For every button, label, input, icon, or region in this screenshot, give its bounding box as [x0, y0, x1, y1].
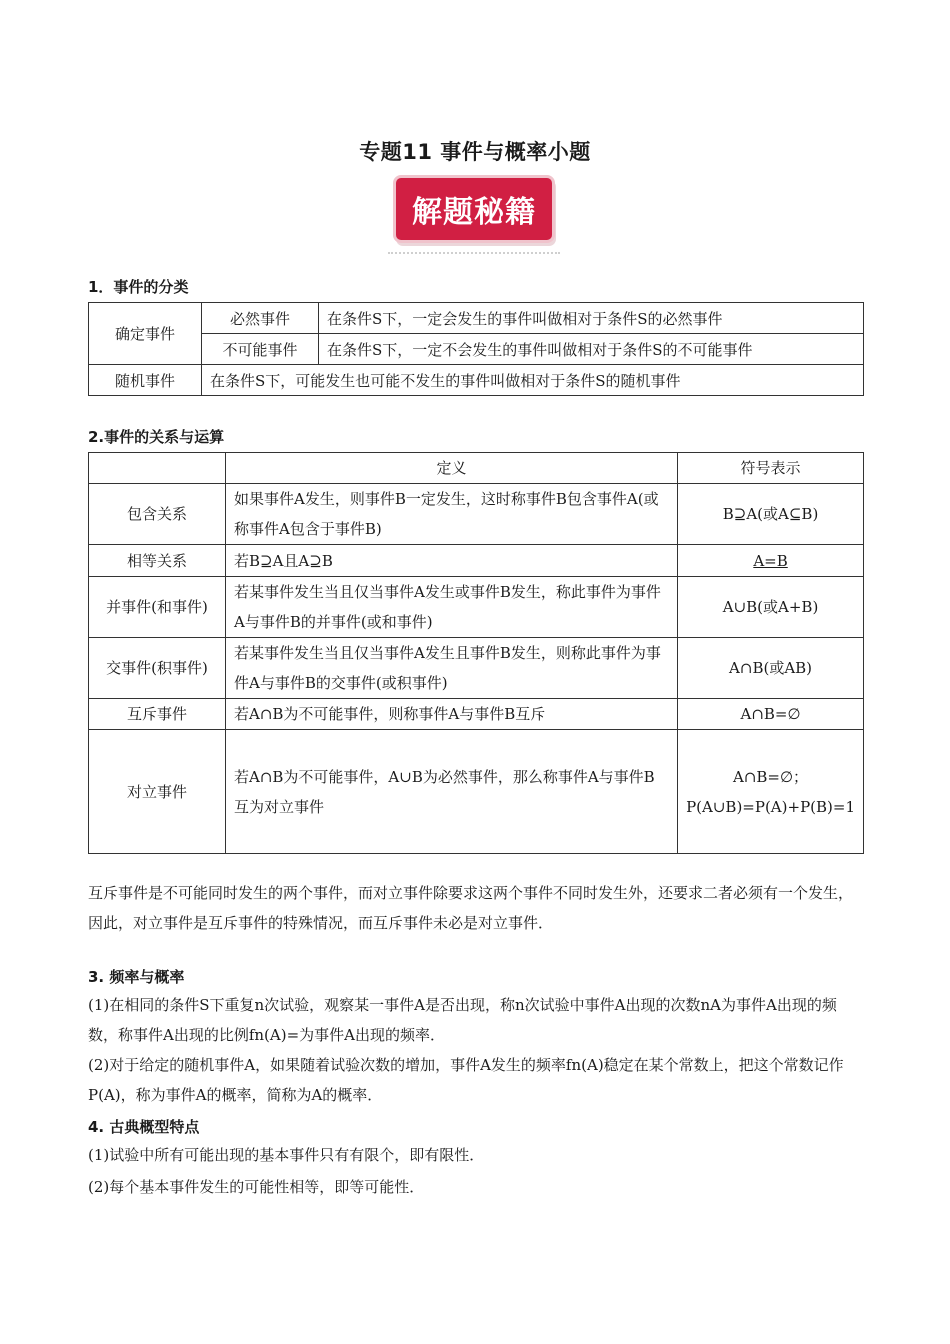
s4-paragraph-2: (2)每个基本事件发生的可能性相等，即等可能性． [88, 1178, 425, 1196]
cell-certain-event: 必然事件 [202, 303, 319, 334]
row-symbol: A=B [678, 545, 864, 577]
stamp-badge [396, 178, 552, 240]
section4-heading: 4. 古典概型特点 [88, 1118, 200, 1136]
s4-paragraph-1: (1)试验中所有可能出现的基本事件只有有限个，即有限性． [88, 1146, 485, 1164]
row-name: 交事件(积事件) [89, 638, 226, 699]
header-symbol: 符号表示 [678, 453, 864, 484]
header-blank [89, 453, 226, 484]
page-title: 专题11 事件与概率小题 [359, 140, 591, 164]
row-symbol: B⊇A(或A⊆B) [678, 484, 864, 545]
s3-paragraph-1: (1)在相同的条件S下重复n次试验，观察某一事件A是否出现，称n次试验中事件A出现的次数nA为事件A出现的频数，称事件A出现的比例fn(A)=为事件A出现的频率． [88, 996, 837, 1044]
cell-determined-event: 确定事件 [89, 303, 202, 365]
row-definition: 若B⊇A且A⊇B [226, 545, 678, 577]
row-name: 互斥事件 [89, 699, 226, 730]
s3-paragraph-2: (2)对于给定的随机事件A，如果随着试验次数的增加，事件A发生的频率fn(A)稳定在某个常数上，把这个常数记作P(A)，称为事件A的概率，简称为A的概率． [88, 1056, 844, 1104]
cell-certain-def: 在条件S下，一定会发生的事件叫做相对于条件S的必然事件 [319, 303, 864, 334]
event-classification-table [88, 302, 864, 396]
row-symbol: A∩B=∅；P(A∪B)=P(A)+P(B)=1 [678, 730, 864, 854]
row-definition: 如果事件A发生，则事件B一定发生，这时称事件B包含事件A(或称事件A包含于事件B) [226, 484, 678, 545]
row-definition: 若某事件发生当且仅当事件A发生且事件B发生，则称此事件为事件A与事件B的交事件(或积事件) [226, 638, 678, 699]
section1-heading: 1．事件的分类 [88, 278, 189, 296]
row-symbol: A∩B(或AB) [678, 638, 864, 699]
cell-random-def: 在条件S下，可能发生也可能不发生的事件叫做相对于条件S的随机事件 [202, 365, 864, 396]
section3-heading: 3. 频率与概率 [88, 968, 185, 986]
row-name: 对立事件 [89, 730, 226, 854]
cell-random-event: 随机事件 [89, 365, 202, 396]
note-paragraph: 互斥事件是不可能同时发生的两个事件，而对立事件除要求这两个事件不同时发生外，还要求二者必须有一个发生，因此，对立事件是互斥事件的特殊情况，而互斥事件未必是对立事件． [88, 884, 854, 932]
cell-impossible-def: 在条件S下，一定不会发生的事件叫做相对于条件S的不可能事件 [319, 334, 864, 365]
row-name: 相等关系 [89, 545, 226, 577]
header-definition: 定义 [226, 453, 678, 484]
row-definition: 若A∩B为不可能事件，则称事件A与事件B互斥 [226, 699, 678, 730]
row-name: 包含关系 [89, 484, 226, 545]
row-name: 并事件(和事件) [89, 577, 226, 638]
section2-heading: 2.事件的关系与运算 [88, 428, 225, 446]
row-symbol: A∩B=∅ [678, 699, 864, 730]
row-symbol: A∪B(或A+B) [678, 577, 864, 638]
event-relations-table [88, 452, 864, 854]
cell-impossible-event: 不可能事件 [202, 334, 319, 365]
row-definition: 若某事件发生当且仅当事件A发生或事件B发生，称此事件为事件A与事件B的并事件(或和事件) [226, 577, 678, 638]
stamp-text: 解题秘籍 [412, 195, 536, 230]
row-definition: 若A∩B为不可能事件，A∪B为必然事件，那么称事件A与事件B互为对立事件 [226, 730, 678, 854]
